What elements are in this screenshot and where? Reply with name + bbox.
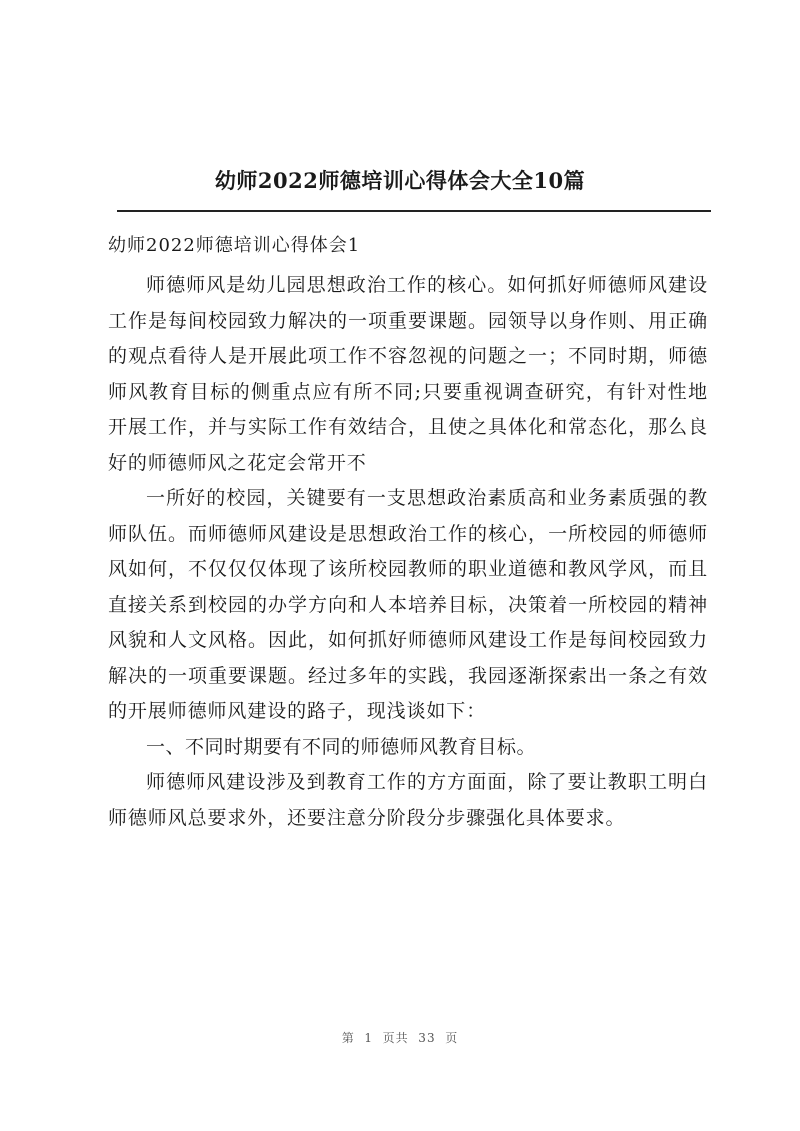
paragraph-4: 师德师风建设涉及到教育工作的方方面面，除了要让教职工明白师德师风总要求外，还要注意分阶段分步骤强化具体要求。 — [108, 771, 708, 829]
document-title: 幼师2022师德培训心得体会大全10篇 — [214, 168, 586, 193]
page-number-footer: 第 1 页共 33 页 — [341, 1031, 459, 1045]
paragraph-3: 一、不同时期要有不同的师德师风教育目标。 — [146, 735, 537, 758]
section-heading: 幼师2022师德培训心得体会1 — [108, 235, 361, 256]
body-text — [108, 268, 708, 836]
paragraph-1: 师德师风是幼儿园思想政治工作的核心。如何抓好师德师风建设工作是每间校园致力解决的一项重要课题。园领导以身作则、用正确的观点看待人是开展此项工作不容忽视的问题之一；不同时期，师德师风教育目标的侧重点应有所不同;只要重视调查研究，有针对性地开展工作，并与实际工作有效结合，且使之具体化和常态化，那么良好的师德师风之花定会常开不 — [108, 274, 708, 474]
paragraph-2: 一所好的校园，关键要有一支思想政治素质高和业务素质强的教师队伍。而师德师风建设是思想政治工作的核心，一所校园的师德师风如何，不仅仅仅体现了该所校园教师的职业道德和教风学风，而且直接关系到校园的办学方向和人本培养目标，决策着一所校园的精神风貌和人文风格。因此，如何抓好师德师风建设工作是每间校园致力解决的一项重要课题。经过多年的实践，我园逐渐探索出一条之有效的开展师德师风建设的路子，现浅谈如下： — [108, 487, 708, 722]
title-divider — [117, 210, 711, 212]
